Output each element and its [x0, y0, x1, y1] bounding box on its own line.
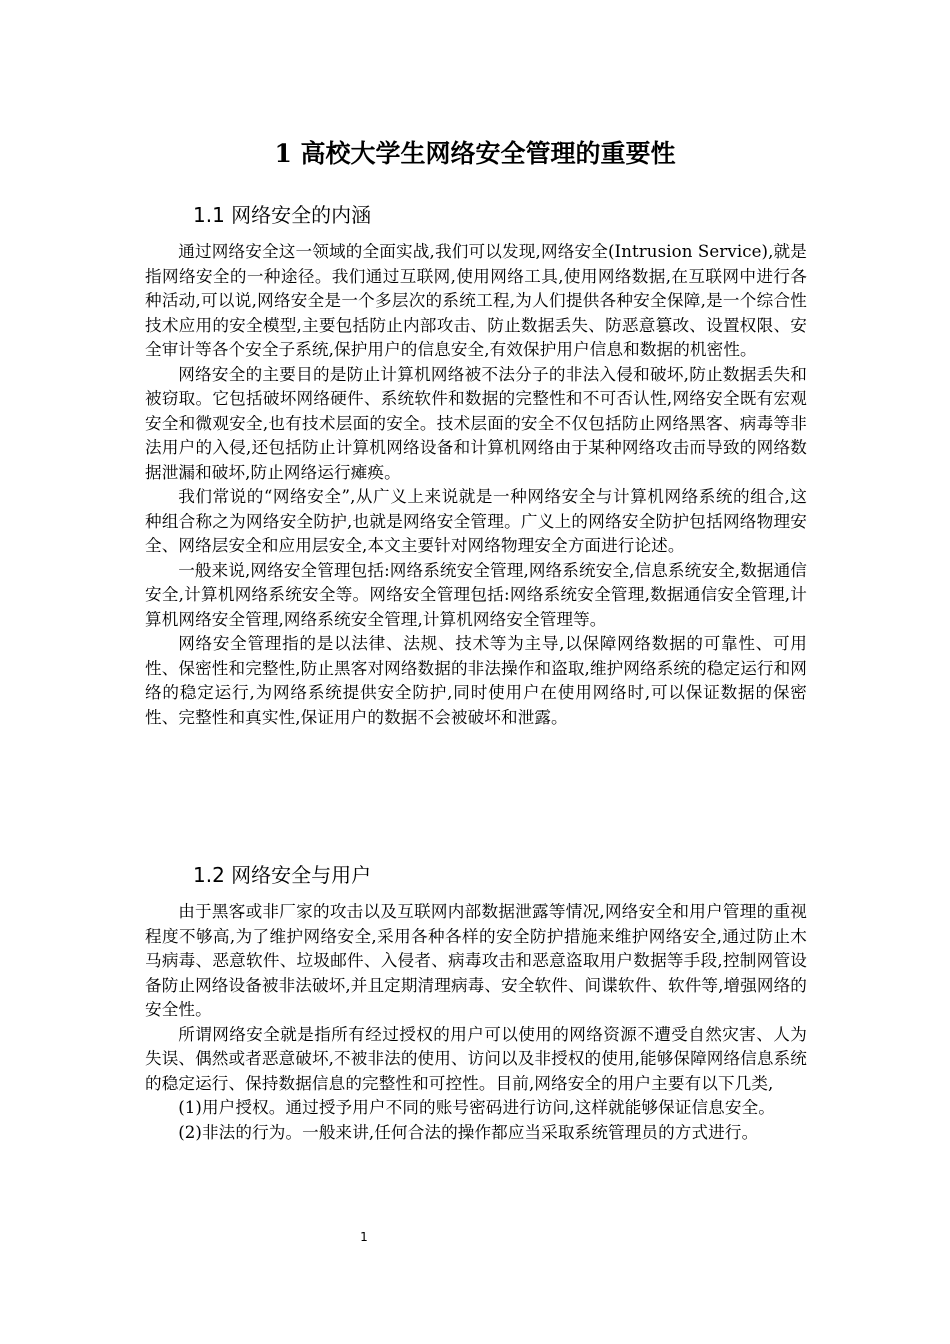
- section-heading-1-1: 1.1 网络安全的内涵: [193, 203, 372, 227]
- section-1-1-body: [145, 240, 807, 730]
- page-number: 1: [360, 1230, 368, 1244]
- chapter-title: 1 高校大学生网络安全管理的重要性: [274, 139, 676, 168]
- section-heading-1-2: 1.2 网络安全与用户: [193, 863, 372, 887]
- paragraph: 所谓网络安全就是指所有经过授权的用户可以使用的网络资源不遭受自然灾害、人为失误、偶然或者恶意破坏,不被非法的使用、访问以及非授权的使用,能够保障网络信息系统的稳定运行、保持数据信息的完整性和可控性。目前,网络安全的用户主要有以下几类,: [145, 1024, 807, 1093]
- paragraph: 由于黑客或非厂家的攻击以及互联网内部数据泄露等情况,网络安全和用户管理的重视程度不够高,为了维护网络安全,采用各种各样的安全防护措施来维护网络安全,通过防止木马病毒、恶意软件、垃圾邮件、入侵者、病毒攻击和恶意盗取用户数据等手段,控制网管设备防止网络设备被非法破坏,并且定期清理病毒、安全软件、间谍软件、软件等,增强网络的安全性。: [145, 902, 807, 1019]
- paragraph: 通过网络安全这一领域的全面实战,我们可以发现,网络安全(Intrusion Service),就是指网络安全的一种途径。我们通过互联网,使用网络工具,使用网络数据,在互联网中进行各种活动,可以说,网络安全是一个多层次的系统工程,为人们提供各种安全保障,是一个综合性技术应用的安全模型,主要包括防止内部攻击、防止数据丢失、防恶意篡改、设置权限、安全审计等各个安全子系统,保护用户的信息安全,有效保护用户信息和数据的机密性。: [145, 242, 807, 359]
- paragraph: (1)用户授权。通过授予用户不同的账号密码进行访问,这样就能够保证信息安全。: [178, 1098, 775, 1117]
- paragraph: 网络安全的主要目的是防止计算机网络被不法分子的非法入侵和破坏,防止数据丢失和被窃取。它包括破坏网络硬件、系统软件和数据的完整性和不可否认性,网络安全既有宏观安全和微观安全,也有技术层面的安全。技术层面的安全不仅包括防止网络黑客、病毒等非法用户的入侵,还包括防止计算机网络设备和计算机网络由于某种网络攻击而导致的网络数据泄漏和破坏,防止网络运行瘫痪。: [145, 364, 807, 482]
- paragraph: (2)非法的行为。一般来讲,任何合法的操作都应当采取系统管理员的方式进行。: [178, 1122, 759, 1142]
- paragraph: 一般来说,网络安全管理包括:网络系统安全管理,网络系统安全,信息系统安全,数据通信安全,计算机网络系统安全等。网络安全管理包括:网络系统安全管理,数据通信安全管理,计算机网络安全管理,网络系统安全管理,计算机网络安全管理等。: [145, 560, 807, 629]
- paragraph: 我们常说的“网络安全”,从广义上来说就是一种网络安全与计算机网络系统的组合,这种组合称之为网络安全防护,也就是网络安全管理。广义上的网络安全防护包括网络物理安全、网络层安全和应用层安全,本文主要针对网络物理安全方面进行论述。: [145, 487, 807, 555]
- section-1-2-body: [145, 900, 807, 1145]
- paragraph: 网络安全管理指的是以法律、法规、技术等为主导,以保障网络数据的可靠性、可用性、保密性和完整性,防止黑客对网络数据的非法操作和盗取,维护网络系统的稳定运行和网络的稳定运行,为网络系统提供安全防护,同时使用户在使用网络时,可以保证数据的保密性、完整性和真实性,保证用户的数据不会被破坏和泄露。: [145, 634, 807, 727]
